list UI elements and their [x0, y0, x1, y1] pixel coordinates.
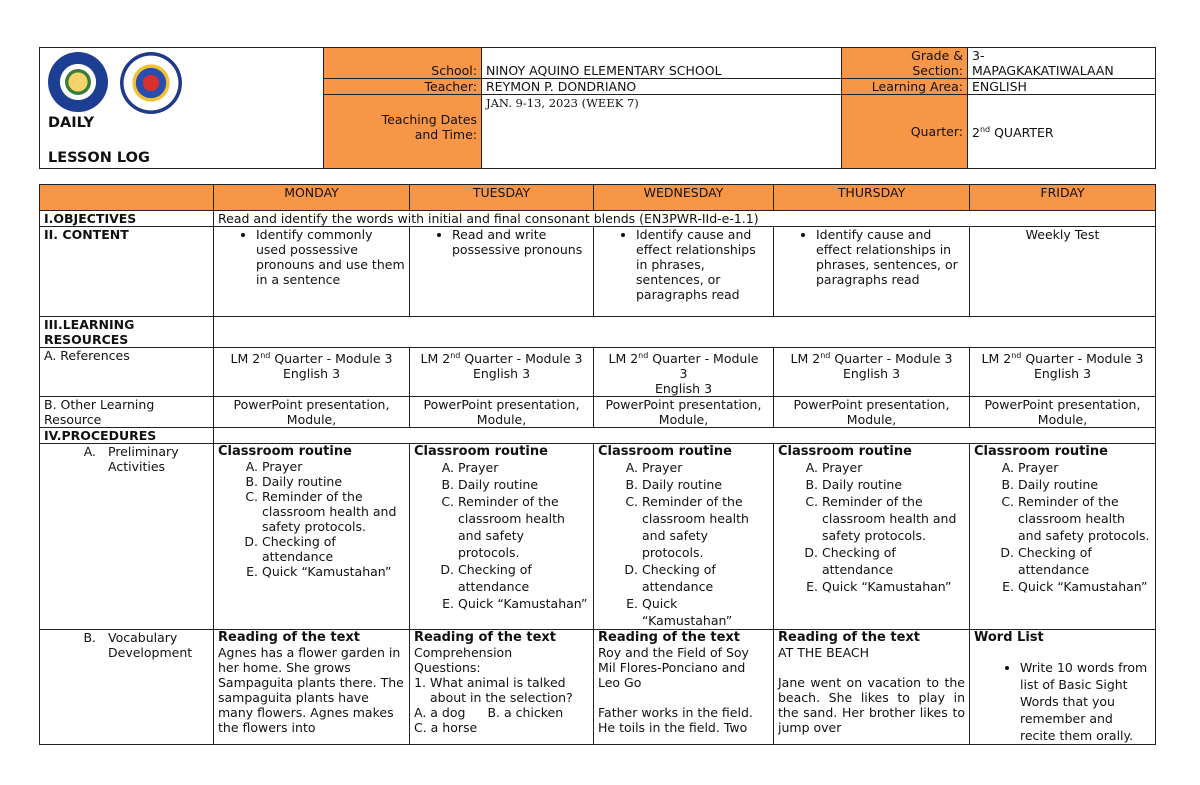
- objectives-text: Read and identify the words with initial and final consonant blends (EN3PWR-IId-e-1.1): [214, 211, 1156, 227]
- content-tuesday: [410, 227, 594, 317]
- other-resource-line2: Module,: [476, 412, 527, 428]
- routine-item: A. Prayer: [1018, 459, 1151, 476]
- day-header-friday: FRIDAY: [970, 185, 1156, 211]
- grade-label-line2: Section:: [912, 63, 963, 78]
- routine-list: [218, 459, 405, 579]
- dates-value: JAN. 9-13, 2023 (WEEK 7): [486, 96, 639, 110]
- school-value: NINOY AQUINO ELEMENTARY SCHOOL: [486, 63, 722, 78]
- preliminary-line1: Preliminary: [108, 444, 179, 460]
- quarter-number: 2: [972, 125, 980, 141]
- routine-list: [974, 459, 1151, 595]
- other-resource-label-line2: Resource: [44, 412, 102, 428]
- content-wednesday: [594, 227, 774, 317]
- day-header-monday: MONDAY: [214, 185, 410, 211]
- preliminary-friday: [970, 444, 1156, 630]
- other-resource-line2: Module,: [846, 412, 897, 428]
- routine-item: B. Daily routine: [262, 474, 405, 489]
- preliminary-letter: A.: [83, 444, 96, 460]
- routine-item: D. Checking of attendance: [642, 561, 769, 595]
- vocab-monday-text: Agnes has a flower garden in her home. She grows Sampaguita plants there. The sampaguita plants have many flowers. Agnes makes the flowers into: [218, 645, 404, 736]
- routine-title: Classroom routine: [598, 444, 732, 460]
- resources-label-line2: RESOURCES: [44, 332, 129, 347]
- routine-title: Classroom routine: [414, 444, 548, 460]
- vocabulary-thursday: [774, 630, 970, 745]
- ref-lm: LM 2: [608, 351, 639, 367]
- dates-value-cell: [482, 95, 842, 169]
- grade-value-line1: 3-: [972, 48, 985, 63]
- other-resource-line1: PowerPoint presentation,: [984, 397, 1141, 413]
- teacher-label-cell: [324, 79, 482, 95]
- routine-item: B. Daily routine: [822, 476, 965, 493]
- content-friday: Weekly Test: [970, 227, 1156, 317]
- area-value-cell: [968, 79, 1156, 95]
- comprehension-label-line1: Comprehension: [414, 645, 513, 661]
- other-resource-line1: PowerPoint presentation,: [605, 397, 762, 413]
- choice-c: C. a horse: [414, 720, 478, 736]
- preliminary-monday: [214, 444, 410, 630]
- objectives-label: I.OBJECTIVES: [40, 211, 214, 227]
- content-monday-item: • Identify commonly used possessive pronouns and use them in a sentence: [256, 227, 405, 287]
- choice-b: B. a chicken: [487, 705, 564, 721]
- teacher-value-cell: [482, 79, 842, 95]
- resources-empty-cell: [214, 317, 1156, 348]
- ref-quarter-module: Quarter - Module 3: [460, 351, 583, 367]
- routine-item: D. Checking of attendance: [458, 561, 589, 595]
- story-title: Roy and the Field of Soy Mil Flores-Ponciano and Leo Go: [598, 645, 749, 691]
- preliminary-thursday: [774, 444, 970, 630]
- routine-item: E. Quick “Kamustahan”: [642, 595, 769, 629]
- vocabulary-tuesday: [410, 630, 594, 745]
- routine-item: B. Daily routine: [642, 476, 769, 493]
- choice-a: A. a dog: [414, 705, 466, 721]
- corner-cell: [40, 185, 214, 211]
- quarter-value-cell: [968, 95, 1156, 169]
- routine-item: E. Quick “Kamustahan”: [1018, 578, 1151, 595]
- routine-item: D. Checking of attendance: [262, 534, 405, 564]
- school-label-cell: [324, 48, 482, 79]
- other-resource-line1: PowerPoint presentation,: [423, 397, 580, 413]
- references-thursday: [774, 348, 970, 397]
- content-thursday: [774, 227, 970, 317]
- preliminary-wednesday: [594, 444, 774, 630]
- routine-item: C. Reminder of the classroom health and safety protocols.: [1018, 493, 1151, 544]
- ref-english: English 3: [654, 381, 713, 397]
- routine-item: A. Prayer: [642, 459, 769, 476]
- vocab-monday-title: Reading of the text: [218, 630, 361, 646]
- content-wednesday-item: • Identify cause and effect relationships in phrases, sentences, or paragraphs read: [636, 227, 769, 302]
- other-resource-monday: [214, 397, 410, 428]
- quarter-label-cell: [842, 95, 968, 169]
- ref-quarter-module: Quarter - Module 3: [830, 351, 953, 367]
- references-friday: [970, 348, 1156, 397]
- ref-english: English 3: [472, 366, 531, 382]
- other-resource-line2: Module,: [658, 412, 709, 428]
- other-resource-line2: Module,: [1037, 412, 1088, 428]
- vocab-thursday-text: Jane went on vacation to the beach. She likes to play in the sand. Her brother likes to jump over: [778, 675, 965, 736]
- ref-quarter-module: Quarter - Module: [648, 351, 759, 367]
- grade-label-line1: Grade &: [911, 48, 963, 63]
- area-label: Learning Area:: [871, 79, 963, 94]
- school-value-cell: [482, 48, 842, 79]
- ref-suffix: nd: [638, 351, 649, 360]
- other-resource-line1: PowerPoint presentation,: [233, 397, 390, 413]
- routine-item: A. Prayer: [458, 459, 589, 476]
- teacher-value: REYMON P. DONDRIANO: [486, 79, 637, 94]
- routine-item: E. Quick “Kamustahan”: [458, 595, 589, 612]
- ref-suffix: nd: [260, 351, 271, 360]
- ref-lm: LM 2: [981, 351, 1012, 367]
- preliminary-label: [40, 444, 214, 630]
- routine-title: Classroom routine: [778, 444, 912, 460]
- question-list: [414, 675, 589, 705]
- other-resource-wednesday: [594, 397, 774, 428]
- routine-item: D. Checking of attendance: [1018, 544, 1151, 578]
- other-resource-friday: [970, 397, 1156, 428]
- routine-item: D. Checking of attendance: [822, 544, 965, 578]
- title-daily: DAILY: [48, 115, 95, 131]
- vocab-wednesday-text: Father works in the field. He toils in the field. Two: [598, 705, 753, 736]
- ref-lm: LM 2: [420, 351, 451, 367]
- resources-label-line1: III.LEARNING: [44, 317, 135, 332]
- dates-label-cell: [324, 95, 482, 169]
- routine-title: Classroom routine: [974, 444, 1108, 460]
- vocabulary-line1: Vocabulary: [108, 630, 178, 646]
- other-resource-thursday: [774, 397, 970, 428]
- references-monday: [214, 348, 410, 397]
- vocabulary-wednesday: [594, 630, 774, 745]
- ref-module-number: 3: [679, 366, 688, 382]
- routine-item: C. Reminder of the classroom health and safety protocols.: [822, 493, 965, 544]
- ref-suffix: nd: [1011, 351, 1022, 360]
- dates-label-line1: Teaching Dates: [381, 112, 477, 127]
- vocabulary-monday: [214, 630, 410, 745]
- other-resource-line1: PowerPoint presentation,: [793, 397, 950, 413]
- vocab-tuesday-title: Reading of the text: [414, 630, 557, 646]
- content-thursday-item: • Identify cause and effect relationships in phrases, sentences, or paragraphs read: [816, 227, 965, 287]
- ref-english: English 3: [842, 366, 901, 382]
- other-resource-label-line1: B. Other Learning: [44, 397, 155, 413]
- division-office-seal-logo: [120, 52, 182, 114]
- routine-item: B. Daily routine: [1018, 476, 1151, 493]
- header-table: [39, 47, 1156, 169]
- question-item: 1. What animal is talked about in the selection?: [430, 675, 589, 705]
- vocabulary-friday: [970, 630, 1156, 745]
- routine-item: E. Quick “Kamustahan”: [262, 564, 405, 579]
- routine-item: B. Daily routine: [458, 476, 589, 493]
- ref-quarter-module: Quarter - Module 3: [270, 351, 393, 367]
- content-tuesday-item: • Read and write possessive pronouns: [452, 227, 589, 257]
- routine-title: Classroom routine: [218, 444, 352, 460]
- ref-lm: LM 2: [230, 351, 261, 367]
- routine-item: A. Prayer: [262, 459, 405, 474]
- routine-item: A. Prayer: [822, 459, 965, 476]
- routine-item: E. Quick “Kamustahan”: [822, 578, 965, 595]
- ref-lm: LM 2: [790, 351, 821, 367]
- area-value: ENGLISH: [972, 79, 1027, 94]
- vocabulary-line2: Development: [108, 645, 193, 661]
- routine-item: C. Reminder of the classroom health and safety protocols.: [262, 489, 405, 534]
- procedures-label: IV.PROCEDURES: [40, 428, 214, 444]
- vocabulary-label: [40, 630, 214, 745]
- other-resource-line2: Module,: [286, 412, 337, 428]
- title-cell: [40, 48, 324, 169]
- day-header-wednesday: WEDNESDAY: [594, 185, 774, 211]
- references-label: A. References: [40, 348, 214, 397]
- deped-seal-logo: [48, 52, 108, 112]
- routine-item: C. Reminder of the classroom health and safety protocols.: [642, 493, 769, 561]
- ref-english: English 3: [282, 366, 341, 382]
- routine-item: C. Reminder of the classroom health and safety protocols.: [458, 493, 589, 561]
- preliminary-tuesday: [410, 444, 594, 630]
- ref-suffix: nd: [450, 351, 461, 360]
- vocab-thursday-title: Reading of the text: [778, 630, 921, 646]
- quarter-suffix: nd: [979, 125, 991, 135]
- quarter-text: QUARTER: [990, 125, 1054, 141]
- routine-list: [778, 459, 965, 595]
- comprehension-label-line2: Questions:: [414, 660, 481, 676]
- vocab-friday-title: Word List: [974, 630, 1044, 646]
- grade-label-cell: [842, 48, 968, 79]
- content-monday: [214, 227, 410, 317]
- procedures-empty-cell: [214, 428, 1156, 444]
- other-resource-tuesday: [410, 397, 594, 428]
- day-header-thursday: THURSDAY: [774, 185, 970, 211]
- lesson-log-table: [39, 184, 1156, 745]
- word-list-item: • Write 10 words from list of Basic Sight Words that you remember and recite them orally.: [1020, 659, 1151, 744]
- routine-list: [414, 459, 589, 612]
- resources-label: [40, 317, 214, 348]
- vocab-wednesday-title: Reading of the text: [598, 630, 741, 646]
- grade-value-cell: [968, 48, 1156, 79]
- ref-quarter-module: Quarter - Module 3: [1021, 351, 1144, 367]
- other-resource-label: [40, 397, 214, 428]
- ref-english: English 3: [1033, 366, 1092, 382]
- ref-suffix: nd: [820, 351, 831, 360]
- story-title: AT THE BEACH: [778, 645, 870, 661]
- school-label: School:: [431, 63, 477, 78]
- title-lesson-log: LESSON LOG: [48, 150, 150, 166]
- references-tuesday: [410, 348, 594, 397]
- dates-label-line2: and Time:: [414, 127, 477, 142]
- preliminary-line2: Activities: [108, 459, 166, 475]
- content-label: II. CONTENT: [40, 227, 214, 317]
- day-header-tuesday: TUESDAY: [410, 185, 594, 211]
- routine-list: [598, 459, 769, 629]
- references-wednesday: [594, 348, 774, 397]
- teacher-label: Teacher:: [424, 79, 477, 94]
- word-list: [974, 659, 1151, 744]
- area-label-cell: [842, 79, 968, 95]
- grade-value-line2: MAPAGKAKATIWALAAN: [972, 63, 1114, 78]
- quarter-label: Quarter:: [910, 124, 963, 139]
- vocabulary-letter: B.: [83, 630, 96, 646]
